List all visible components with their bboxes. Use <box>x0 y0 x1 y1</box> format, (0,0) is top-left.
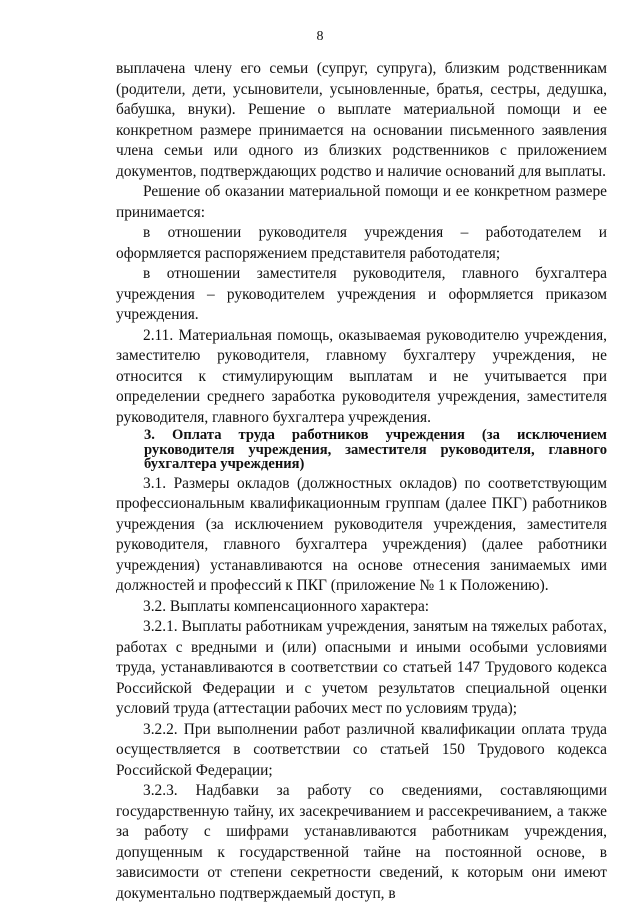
paragraph-3-2-1: 3.2.1. Выплаты работникам учреждения, занятым на тяжелых работах, работах с вредными и (или) опасными и иными особыми условиями труда, устанавливаются в соответствии со статьей 147 Трудового кодекса Российской Федерации и с учетом результатов специальной оценки условий труда (аттестации рабочих мест по условиям труда); <box>116 618 607 717</box>
paragraph-continuation: выплачена члену его семьи (супруг, супруга), близким родственникам (родители, дети, усыновители, усыновленные, братья, сестры, дедушка, бабушка, внуки). Решение о выплате материальной помощи и ее конкретном размере принимается на основании письменного заявления члена семьи или одного из близких родственников с приложением документов, подтверждающих родство и наличие оснований для выплаты. <box>116 60 607 180</box>
paragraph-director-case: в отношении руководителя учреждения – работодателем и оформляется распоряжением представителя работодателя; <box>116 224 607 262</box>
paragraph-3-1: 3.1. Размеры окладов (должностных окладов) по соответствующим профессиональным квалификационным группам (далее ПКГ) работников учреждения (за исключением руководителя учреждения, заместителя руководителя, главного бухгалтера учреждения) (далее работники учреждения) устанавливаются на основе отнесения занимаемых ими должностей и профессий к ПКГ (приложение № 1 к Положению). <box>116 474 607 594</box>
document-body <box>116 59 607 904</box>
paragraph-3-2-3: 3.2.3. Надбавки за работу со сведениями, составляющими государственную тайну, их засекречиванием и рассекречиванием, а также за работу с шифрами устанавливаются работникам учреждения, допущенным к государственной тайне на постоянной основе, в зависимости от степени секретности сведений, к которым они имеют документально подтверждаемый доступ, в <box>116 782 607 902</box>
paragraph-3-2-2: 3.2.2. При выполнении работ различной квалификации оплата труда осуществляется в соответствии со статьей 150 Трудового кодекса Российской Федерации; <box>116 720 607 779</box>
paragraph-3-2: 3.2. Выплаты компенсационного характера: <box>143 597 430 615</box>
paragraph-decision: Решение об оказании материальной помощи и ее конкретном размере принимается: <box>116 183 607 221</box>
page-number: 8 <box>316 29 324 44</box>
paragraph-2-11: 2.11. Материальная помощь, оказываемая руководителю учреждения, заместителю руководителя, главному бухгалтеру учреждения, не относится к стимулирующим выплатам и не учитывается при определении среднего заработка руководителя учреждения, заместителя руководителя, главного бухгалтера учреждения. <box>116 326 607 426</box>
section-3-heading: 3. Оплата труда работников учреждения (за исключением руководителя учреждения, заместителя руководителя, главного бухгалтера учреждения) <box>144 427 607 472</box>
paragraph-deputy-case: в отношении заместителя руководителя, главного бухгалтера учреждения – руководителем учреждения и оформляется приказом учреждения. <box>116 265 607 323</box>
